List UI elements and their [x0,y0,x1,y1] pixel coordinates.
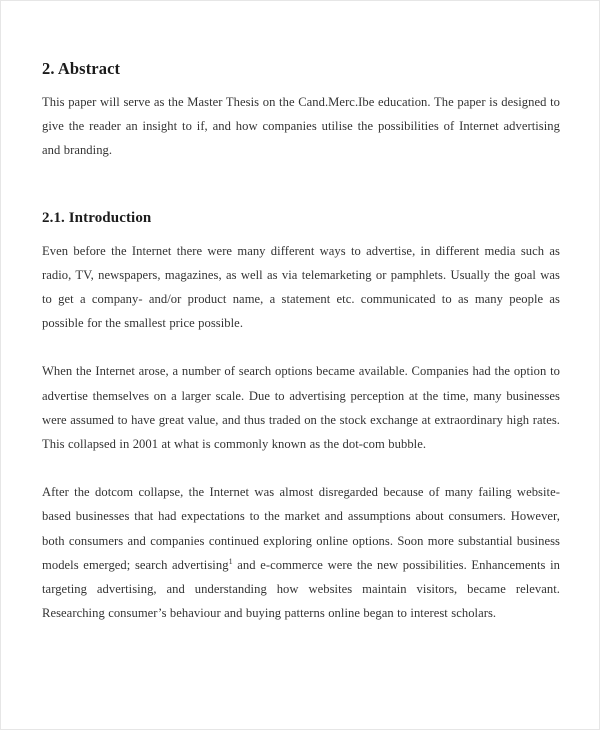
abstract-heading: 2. Abstract [42,59,121,78]
paragraph-text-after-footnote: and e-commerce were the new possibilities. Enhancements in targeting advertising, and understanding how websites maintain visitors, became relevant. Researching consumer’s behaviour and buying patterns online began to interest scholars. [42,557,560,621]
introduction-paragraph-2: When the Internet arose, a number of search options became available. Companies had the option to advertise themselves on a larger scale. Due to advertising perception at the time, many businesses were assumed to have great value, and thus traded on the stock exchange at extraordinary high rates. This collapsed in 2001 at what is commonly known as the dot-com bubble. [42,364,560,452]
paragraph-text-before-footnote: After the dotcom collapse, the Internet was almost disregarded because of many failing website-based businesses that had expectations to the market and assumptions about consumers. However, both consumers and companies continued exploring online options. Soon more substantial business models emerged; search advertising [42,485,560,572]
abstract-paragraph: This paper will serve as the Master Thesis on the Cand.Merc.Ibe education. The paper is designed to give the reader an insight to if, and how companies utilise the possibilities of Internet advertising and branding. [42,95,560,158]
introduction-paragraph-1: Even before the Internet there were many different ways to advertise, in different media such as radio, TV, newspapers, magazines, as well as via telemarketing or pamphlets. Usually the goal was to get a company- and/or product name, a statement etc. communicated to as many people as possible for the smallest price possible. [42,243,560,331]
footnote-reference-icon: 1 [228,556,233,566]
document-content [42,1,560,625]
introduction-paragraph-3 [42,480,560,625]
introduction-heading: 2.1. Introduction [42,209,152,226]
